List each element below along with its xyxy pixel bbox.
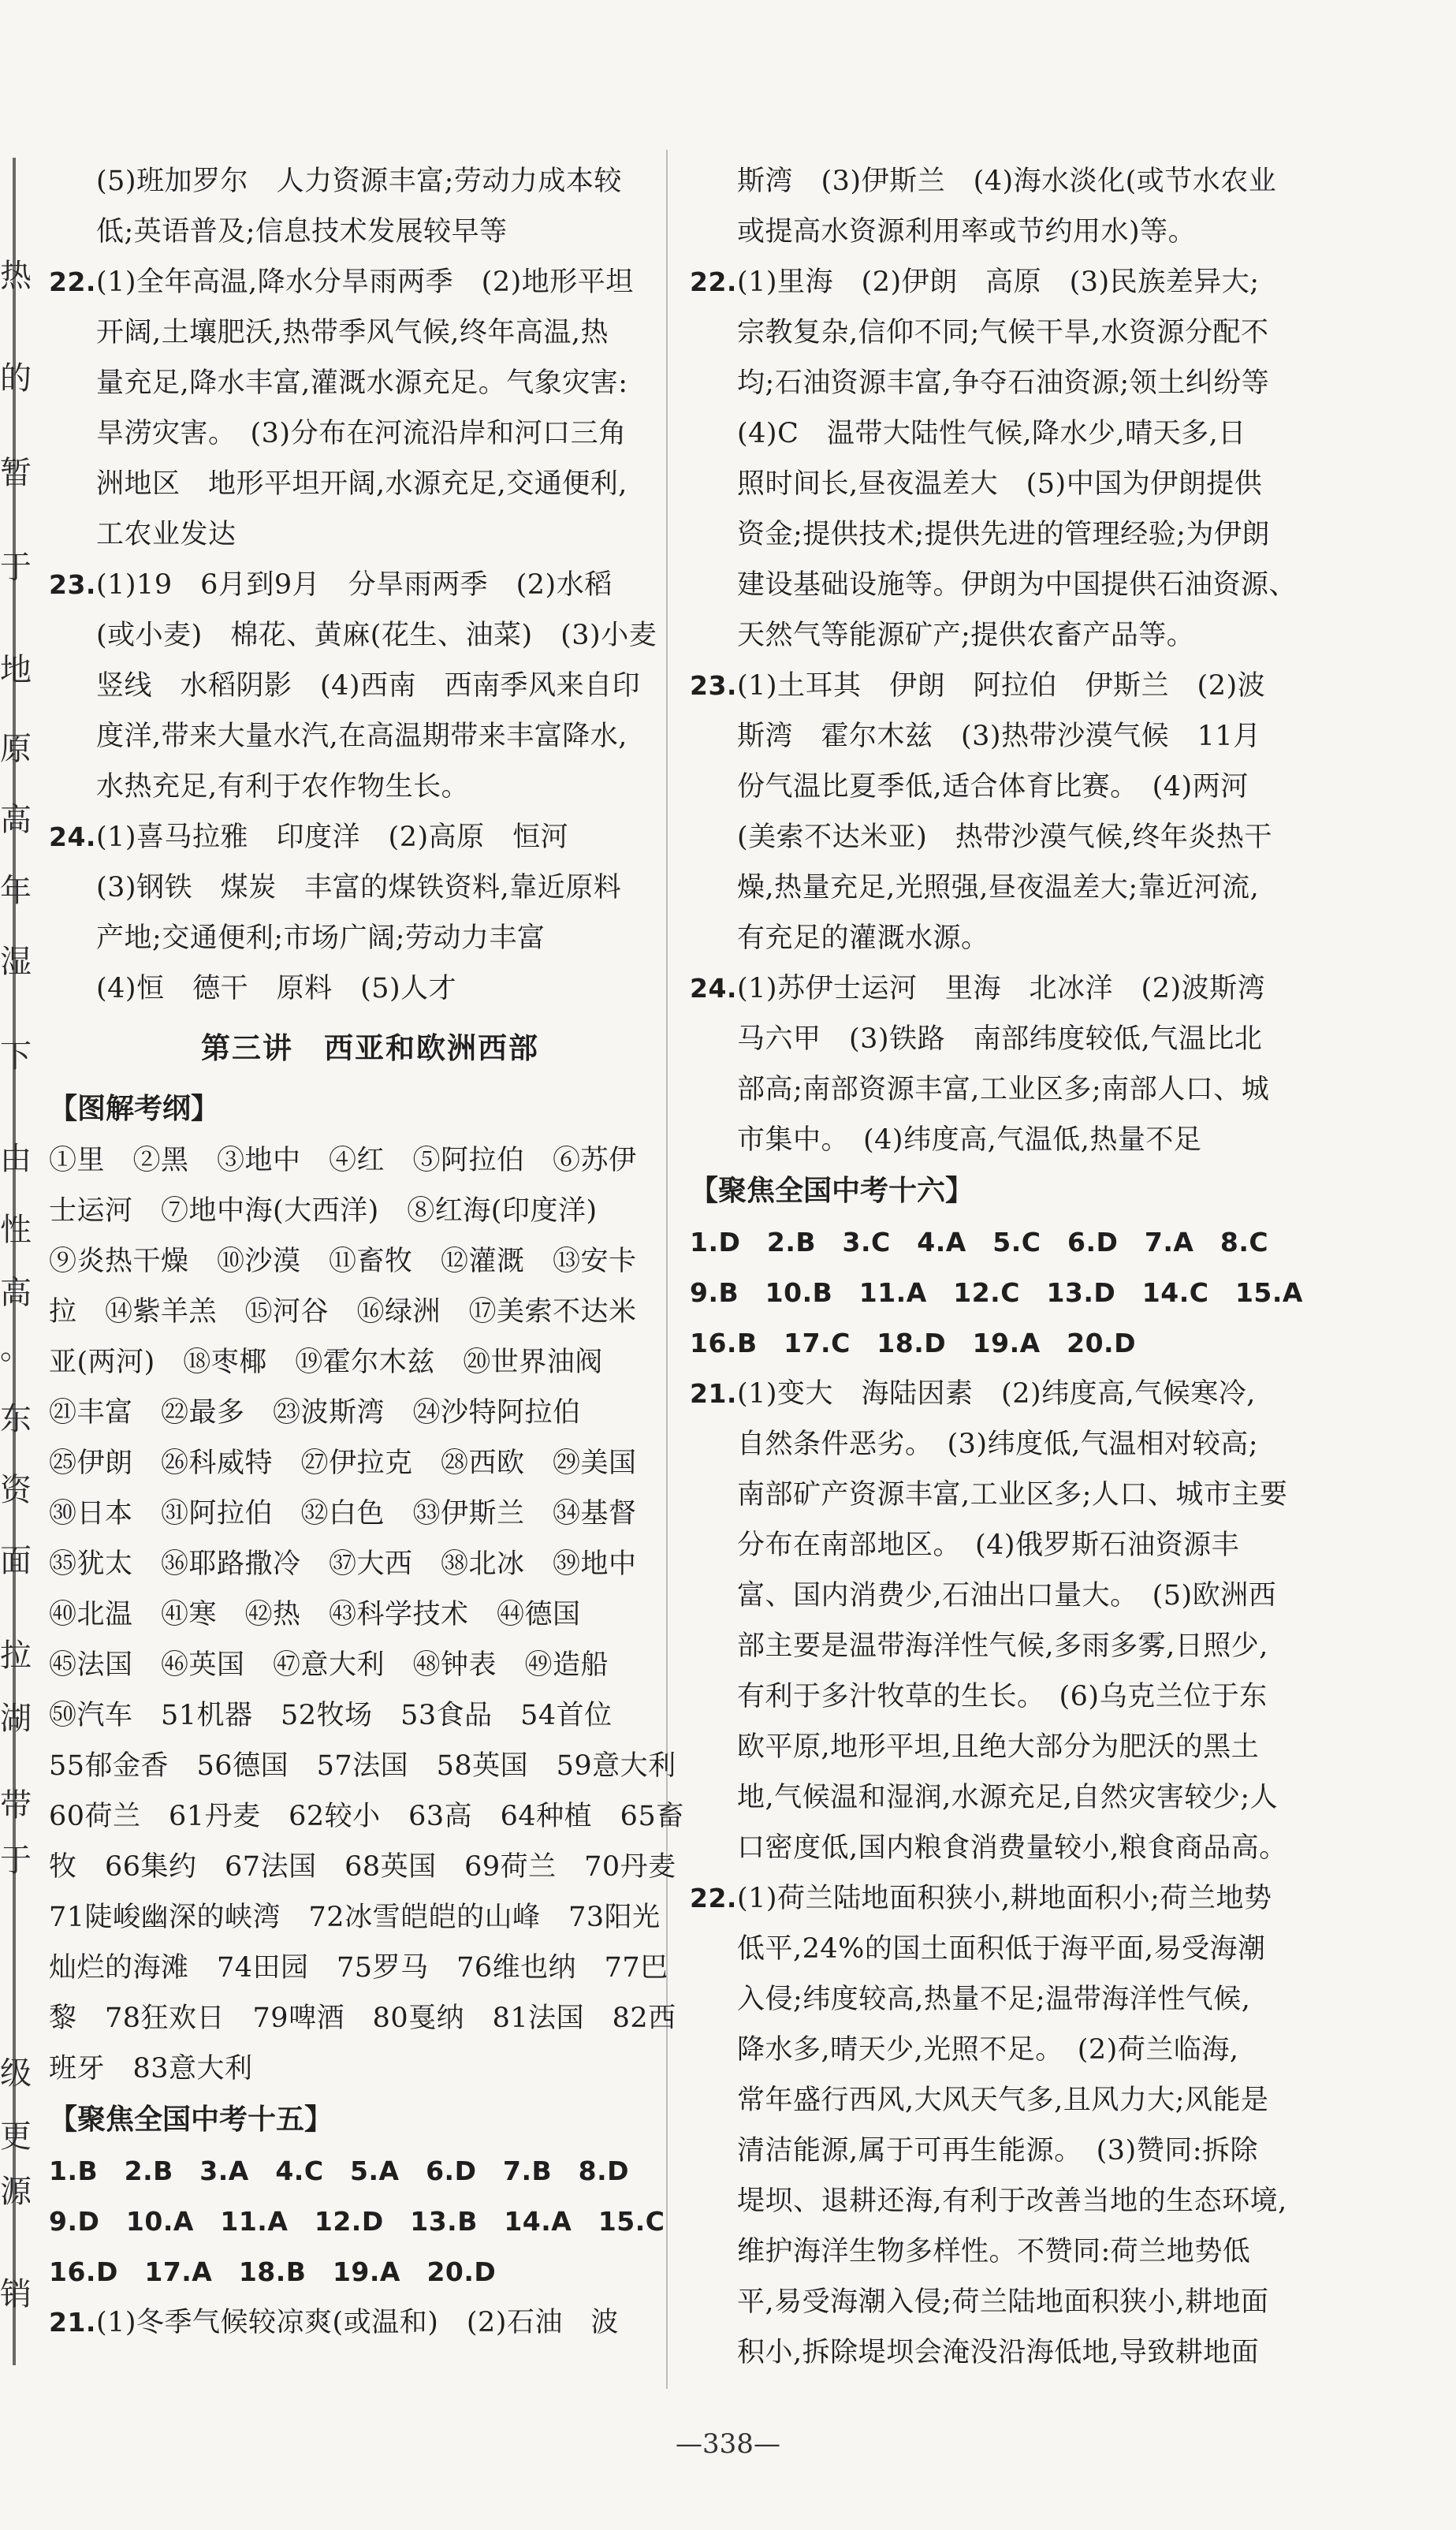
gutter-glyph: 高	[0, 1275, 32, 1311]
answer-line	[49, 762, 691, 812]
line-text: 竖线 水稻阴影 (4)西南 西南季风来自印	[96, 670, 641, 702]
line-text: 有利于多汁牧草的生长。 (6)乌克兰位于东	[737, 1681, 1268, 1712]
answer-line	[690, 963, 1332, 1014]
answer-line: 16.B 17.C 18.D 19.A 20.D	[690, 1328, 1136, 1358]
answer-line: 71陡峻幽深的峡湾 72冰雪皑皑的山峰 73阳光	[49, 1902, 661, 1933]
line-text: 旱涝灾害。 (3)分布在河流沿岸和河口三角	[96, 418, 627, 449]
gutter-glyph: 于	[0, 550, 32, 586]
answer-line	[690, 207, 1332, 257]
mc15-answer-lines	[49, 2146, 691, 2297]
lesson-title: 第三讲 西亚和欧洲西部	[201, 1031, 539, 1065]
answer-line: 牧 66集约 67法国 68英国 69荷兰 70丹麦	[49, 1851, 676, 1883]
line-text: 分布在南部地区。 (4)俄罗斯石油资源丰	[737, 1530, 1240, 1561]
line-text: (或小麦) 棉花、黄麻(花生、油菜) (3)小麦	[96, 620, 657, 651]
answer-line	[690, 358, 1332, 408]
question-number: 21.	[49, 2307, 96, 2338]
line-text: (美索不达米亚) 热带沙漠气候,终年炎热干	[737, 822, 1272, 853]
question-number: 24.	[690, 973, 737, 1004]
right-top-answer-lines	[690, 156, 1332, 1165]
line-text: (4)恒 德干 原料 (5)人才	[96, 973, 457, 1004]
answer-line: ①里 ②黑 ③地中 ④红 ⑤阿拉伯 ⑥苏伊	[49, 1145, 637, 1176]
answer-line: 16.D 17.A 18.B 19.A 20.D	[49, 2256, 497, 2287]
answer-line	[690, 1115, 1332, 1165]
gutter-glyph: 东	[0, 1401, 32, 1437]
answer-line	[49, 963, 691, 1014]
answer-line	[49, 156, 691, 207]
question-number: 22.	[690, 1883, 737, 1913]
line-text: 低平,24%的国土面积低于海平面,易受海潮	[737, 1933, 1266, 1965]
answer-line: ㉚日本 ㉛阿拉伯 ㉜白色 ㉝伊斯兰 ㉞基督	[49, 1498, 637, 1530]
answer-line: 1.B 2.B 3.A 4.C 5.A 6.D 7.B 8.D	[49, 2156, 630, 2186]
line-text: 建设基础设施等。伊朗为中国提供石油资源、	[737, 569, 1298, 601]
gutter-glyph: 原	[0, 731, 32, 767]
line-text: 资金;提供技术;提供先进的管理经验;为伊朗	[737, 519, 1270, 550]
answer-line	[49, 509, 691, 560]
answer-line	[49, 358, 691, 408]
line-text: 欧平原,地形平坦,且绝大部分为肥沃的黑土	[737, 1731, 1260, 1763]
line-text: 部主要是温带海洋性气候,多雨多雾,日照少,	[737, 1630, 1268, 1662]
gutter-glyph: 销	[0, 2276, 32, 2312]
gutter-glyph: 更	[0, 2118, 32, 2155]
line-text: 度洋,带来大量水汽,在高温期带来丰富降水,	[96, 721, 627, 752]
answer-line	[49, 207, 691, 257]
tujie-answer-lines	[49, 1135, 691, 2094]
line-text: 燥,热量充足,光照强,昼夜温差大;靠近河流,	[737, 872, 1260, 904]
line-text: 富、国内消费少,石油出口量大。 (5)欧洲西	[737, 1580, 1277, 1612]
line-text: 地,气候温和湿润,水源充足,自然灾害较少;人	[737, 1782, 1279, 1813]
answer-line	[690, 307, 1332, 358]
answer-line	[690, 863, 1332, 913]
line-text: (5)班加罗尔 人力资源丰富;劳动力成本较	[96, 166, 622, 197]
line-text: (3)钢铁 煤炭 丰富的煤铁资料,靠近原料	[96, 872, 622, 904]
answer-line: ㉟犹太 ㊱耶路撒冷 ㊲大西 ㊳北冰 ㊴地中	[49, 1548, 637, 1580]
line-text: 入侵;纬度较高,热量不足;温带海洋性气候,	[737, 1984, 1251, 2015]
answer-line	[690, 1873, 1332, 1924]
line-text: 常年盛行西风,大风天气多,且风力大;风能是	[737, 2085, 1269, 2116]
answer-line: ㉑丰富 ㉒最多 ㉓波斯湾 ㉔沙特阿拉伯	[49, 1397, 581, 1429]
gutter-glyph: 级	[0, 2055, 32, 2092]
answer-line: 亚(两河) ⑱枣椰 ⑲霍尔木兹 ⑳世界油阀	[49, 1347, 603, 1378]
line-text: 清洁能源,属于可再生能源。 (3)赞同:拆除	[737, 2135, 1258, 2167]
answer-line	[690, 1722, 1332, 1772]
answer-line	[690, 661, 1332, 711]
answer-line: 9.B 10.B 11.A 12.C 13.D 14.C 15.A	[690, 1277, 1303, 1308]
line-text: 堤坝、退耕还海,有利于改善当地的生态环境,	[737, 2185, 1287, 2217]
line-text: 自然条件恶劣。 (3)纬度低,气温相对较高;	[737, 1429, 1258, 1460]
answer-line	[690, 812, 1332, 863]
gutter-glyph: 年	[0, 873, 32, 909]
answer-line	[49, 913, 691, 963]
line-text: 开阔,土壤肥沃,热带季风气候,终年高温,热	[96, 317, 609, 348]
answer-line: 拉 ⑭紫羊羔 ⑮河谷 ⑯绿洲 ⑰美索不达米	[49, 1296, 637, 1328]
gutter-glyph: 由	[0, 1141, 32, 1177]
answer-line: 60荷兰 61丹麦 62较小 63高 64种植 65畜	[49, 1801, 684, 1832]
line-text: 洲地区 地形平坦开阔,水源充足,交通便利,	[96, 468, 627, 500]
answer-line	[690, 1621, 1332, 1671]
right-column	[690, 156, 1332, 2378]
line-text: 工农业发达	[96, 519, 236, 550]
q21-left-line	[49, 2297, 691, 2348]
right-bottom-answer-lines	[690, 1369, 1332, 2378]
answer-line	[690, 762, 1332, 812]
line-text: 份气温比夏季低,适合体育比赛。 (4)两河	[737, 771, 1249, 803]
line-text: 部高;南部资源丰富,工业区多;南部人口、城	[737, 1074, 1270, 1105]
answer-line: 9.D 10.A 11.A 12.D 13.B 14.A 15.C	[49, 2206, 665, 2237]
line-text: (4)C 温带大陆性气候,降水少,晴天多,日	[737, 418, 1246, 449]
gutter-glyph: 。	[0, 1330, 32, 1366]
gutter-glyph: 源	[0, 2174, 32, 2210]
answer-line	[690, 2075, 1332, 2126]
line-text: 南部矿产资源丰富,工业区多;人口、城市主要	[737, 1479, 1288, 1511]
gutter-glyph: 热	[0, 258, 32, 294]
section-16-heading: 【聚焦全国中考十六】	[690, 1175, 974, 1207]
answer-line	[690, 560, 1332, 610]
answer-line	[690, 408, 1332, 459]
line-text: 降水多,晴天少,光照不足。 (2)荷兰临海,	[737, 2034, 1239, 2066]
line-text: 水热充足,有利于农作物生长。	[96, 771, 470, 803]
answer-line	[690, 2277, 1332, 2327]
line-text: (1)冬季气候较凉爽(或温和) (2)石油 波	[95, 2307, 619, 2338]
gutter-glyph: 的	[0, 360, 32, 397]
answer-line	[690, 2025, 1332, 2075]
answer-line: 55郁金香 56德国 57法国 58英国 59意大利	[49, 1750, 676, 1782]
line-text: 照时间长,昼夜温差大 (5)中国为伊朗提供	[737, 468, 1263, 500]
answer-line: 班牙 83意大利	[49, 2053, 253, 2085]
line-text: 维护海洋生物多样性。不赞同:荷兰地势低	[737, 2236, 1251, 2267]
answer-line: ㊺法国 ㊻英国 ㊼意大利 ㊽钟表 ㊾造船	[49, 1649, 609, 1681]
line-text: 有充足的灌溉水源。	[737, 922, 989, 954]
question-number: 22.	[690, 266, 737, 297]
gutter-glyph: 面	[0, 1543, 32, 1579]
line-text: (1)喜马拉雅 印度洋 (2)高原 恒河	[95, 822, 569, 853]
answer-line	[690, 1520, 1332, 1571]
gutter-glyph: 性	[0, 1212, 32, 1248]
line-text: (1)荷兰陆地面积狭小,耕地面积小;荷兰地势	[736, 1883, 1272, 1914]
line-text: 宗教复杂,信仰不同;气候干旱,水资源分配不	[737, 317, 1269, 348]
answer-line	[49, 661, 691, 711]
answer-line	[690, 1671, 1332, 1722]
gutter-glyph: 资	[0, 1472, 32, 1508]
answer-line	[690, 2226, 1332, 2277]
line-text: 市集中。 (4)纬度高,气温低,热量不足	[737, 1124, 1202, 1156]
answer-line: 1.D 2.B 3.C 4.A 5.C 6.D 7.A 8.C	[690, 1227, 1269, 1258]
line-text: (1)里海 (2)伊朗 高原 (3)民族差异大;	[736, 266, 1260, 298]
gutter-glyph: 于	[0, 1843, 32, 1879]
answer-line	[690, 156, 1332, 207]
answer-line	[49, 307, 691, 358]
line-text: 低;英语普及;信息技术发展较早等	[96, 216, 508, 248]
line-text: 产地;交通便利;市场广阔;劳动力丰富	[96, 922, 546, 954]
line-text: 口密度低,国内粮食消费量较小,粮食商品高。	[737, 1832, 1287, 1864]
question-number: 21.	[690, 1378, 737, 1409]
answer-line	[49, 560, 691, 610]
answer-line	[49, 459, 691, 509]
line-text: (1)19 6月到9月 分旱雨两季 (2)水稻	[95, 569, 613, 601]
answer-line	[690, 1772, 1332, 1823]
line-text: 或提高水资源利用率或节约用水)等。	[737, 216, 1197, 248]
answer-line	[49, 257, 691, 307]
line-text: 斯湾 (3)伊斯兰 (4)海水淡化(或节水农业	[737, 166, 1277, 197]
question-number: 23.	[49, 569, 96, 600]
answer-line	[690, 459, 1332, 509]
answer-line: 灿烂的海滩 74田园 75罗马 76维也纳 77巴	[49, 1952, 668, 1984]
question-number: 23.	[690, 670, 737, 701]
answer-line	[690, 2176, 1332, 2226]
line-text: 斯湾 霍尔木兹 (3)热带沙漠气候 11月	[737, 721, 1261, 752]
answer-line	[49, 610, 691, 661]
answer-line: 黎 78狂欢日 79啤酒 80戛纳 81法国 82西	[49, 2003, 676, 2034]
answer-line	[690, 1369, 1332, 1419]
gutter-glyph: 湿	[0, 944, 32, 980]
answer-line: ⑨炎热干燥 ⑩沙漠 ⑪畜牧 ⑫灌溉 ⑬安卡	[49, 1246, 637, 1277]
answer-line	[690, 610, 1332, 661]
line-text: (1)土耳其 伊朗 阿拉伯 伊斯兰 (2)波	[736, 670, 1266, 702]
answer-line: 士运河 ⑦地中海(大西洋) ⑧红海(印度洋)	[49, 1195, 598, 1227]
answer-line	[690, 1064, 1332, 1115]
answer-line	[49, 863, 691, 913]
answer-line	[690, 711, 1332, 762]
gutter-glyph: 下	[0, 1038, 32, 1075]
answer-line	[690, 1924, 1332, 1974]
answer-line	[49, 711, 691, 762]
question-number: 24.	[49, 822, 96, 852]
left-answer-lines	[49, 156, 691, 1014]
answer-line	[690, 1823, 1332, 1873]
line-text: 积小,拆除堤坝会淹没沿海低地,导致耕地面	[737, 2337, 1260, 2368]
answer-line	[690, 1470, 1332, 1520]
section-tujie-heading: 【图解考纲】	[49, 1093, 220, 1125]
left-column	[49, 156, 691, 2348]
answer-line: ㊵北温 ㊶寒 ㊷热 ㊸科学技术 ㊹德国	[49, 1599, 581, 1630]
line-text: 量充足,降水丰富,灌溉水源充足。气象灾害:	[96, 367, 628, 399]
page-number: —338—	[676, 2428, 780, 2460]
gutter-glyph: 高	[0, 802, 32, 838]
section-15-heading: 【聚焦全国中考十五】	[49, 2103, 333, 2136]
answer-line	[690, 1419, 1332, 1470]
gutter-glyph: 湖	[0, 1701, 32, 1737]
answer-line	[690, 913, 1332, 963]
answer-line	[690, 2327, 1332, 2378]
gutter-glyph: 地	[0, 652, 32, 688]
line-text: (1)全年高温,降水分旱雨两季 (2)地形平坦	[95, 266, 634, 298]
answer-line	[690, 509, 1332, 560]
answer-line	[690, 2126, 1332, 2176]
gutter-glyph: 带	[0, 1787, 32, 1824]
gutter-glyph: 暂	[0, 455, 32, 491]
line-text: 平,易受海潮入侵;荷兰陆地面积狭小,耕地面	[737, 2286, 1269, 2318]
line-text: 天然气等能源矿产;提供农畜产品等。	[737, 620, 1195, 651]
line-text: 均;石油资源丰富,争夺石油资源;领土纠纷等	[737, 367, 1270, 399]
answer-line	[690, 1974, 1332, 2025]
answer-line	[690, 1571, 1332, 1621]
question-number: 22.	[49, 266, 96, 297]
answer-line	[49, 408, 691, 459]
mc16-answer-lines	[690, 1217, 1332, 1369]
line-text: (1)苏伊士运河 里海 北冰洋 (2)波斯湾	[736, 973, 1266, 1004]
answer-line: ㊿汽车 51机器 52牧场 53食品 54首位	[49, 1700, 613, 1731]
line-text: 马六甲 (3)铁路 南部纬度较低,气温比北	[737, 1023, 1263, 1055]
answer-line	[49, 812, 691, 863]
gutter-glyph: 拉	[0, 1638, 32, 1674]
answer-line: ㉕伊朗 ㉖科威特 ㉗伊拉克 ㉘西欧 ㉙美国	[49, 1448, 637, 1479]
answer-line	[690, 1014, 1332, 1064]
line-text: (1)变大 海陆因素 (2)纬度高,气候寒冷,	[736, 1378, 1256, 1410]
answer-line	[690, 257, 1332, 307]
